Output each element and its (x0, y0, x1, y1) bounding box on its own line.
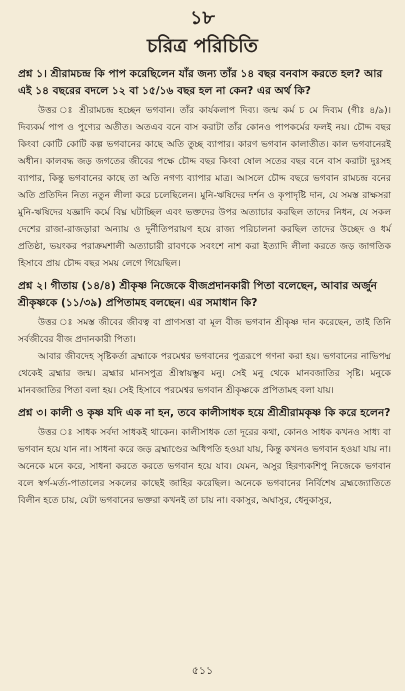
question-1: প্রশ্ন ১। শ্রীরামচন্দ্র কি পাপ করেছিলেন যাঁর জন্য তাঁর ১৪ বছর বনবাস করতে হল? আর এই ১৪ বছরের বদলে ১২ বা ১৫/১৬ বছর হল না কেন? এর অর্থ কি? (18, 68, 383, 97)
page-number: ৫১১ (191, 664, 214, 677)
qa-block-3 (18, 405, 391, 510)
answer-2-para-2: আবার জীবদেহ সৃষ্টিকর্তা ব্রহ্মাকে পরমেশ্বর ভগবানের পুত্ররূপে গণনা করা হয়। ভগবানের নাভিপদ্ম থেকেই ব্রহ্মার জন্ম। ব্রহ্মার মানসপুত্র শ্রীস্বায়ম্ভুব মনু। সেই মনু থেকে মানবজাতির সৃষ্টি। মনুকে মানবজাতির পিতা বলা হয়। সেই হিসাবে পরমেশ্বর ভগবান শ্রীকৃষ্ণকে প্রপিতামহ বলা যায়। (18, 352, 391, 396)
answer-2-para-1: উত্তর ঃ সমস্ত জীবের জীবত্ব বা প্রাণসত্তা বা মূল বীজ ভগবান শ্রীকৃষ্ণ দান করেছেন, তাই তিনি সর্বজীবের বীজ প্রদানকারী পিতা। (18, 318, 391, 345)
answer-1: উত্তর ঃ শ্রীরামচন্দ্র হচ্ছেন ভগবান। তাঁর কার্যকলাপ দিব্য। জন্ম কর্ম চ মে দিব্যম (গীঃ ৪/৯)। দিব্যকর্ম পাপ ও পুণ্যের অতীত। অতএব বনে বাস করাটা তাঁর কোনও পাপকর্মের ফলই নয়। চৌদ্দ বছর কিংবা কোটি কোটি কল্প ভগবানের কাছে অতি তুচ্ছ ব্যাপার। কারণ ভগবান কালাতীত। কাল ভগবানেরই অধীন। কালবদ্ধ জড় জগতের জীবের পক্ষে চৌদ্দ বছর কিংবা ষোল সতের বছর বনে বাস করাটা দুঃসহ ব্যাপার, কিন্তু ভগবানের কাছে তা অতি নগণ্য ব্যাপার মাত্র। আসলে চৌদ্দ বছরে ভগবান রামচন্দ্র বনের অতি প্রতিদিন নিত্য নতুন লীলা করে চলেছিলেন। মুনি-ঋষিদের দর্শন ও কৃপাদৃষ্টি দান, যে সমস্ত রাক্ষসরা মুনি-ঋষিদের যজ্ঞাদি কর্মে বিঘ্ন ঘটাচ্ছিল এবং ভক্তদের উপর অত্যাচার করছিল তাদের নিধন, যে সকল দেশের রাজা-রাজড়ারা অন্যায় ও দুর্নীতিপরায়ণ হয়ে রাজ্য পরিচালনা করছিল তাদের উচ্ছেদ ও ধর্ম প্রতিষ্ঠা, ভয়ংকর পরাক্রমশালী অত্যাচারী রাবণকে সবংশে নাশ করা ইত্যাদি লীলা করতে জড় জাগতিক হিসাবে প্রায় চৌদ্দ বছর সময় লেগে গিয়েছিল। (18, 106, 391, 269)
question-3: প্রশ্ন ৩। কালী ও কৃষ্ণ যদি এক না হন, তবে কালীসাধক হয়ে শ্রীশ্রীরামকৃষ্ণ কি করে হলেন? (18, 407, 391, 419)
answer-3: উত্তর ঃ সাধক সর্বদা সাধকই থাকেন। কালীসাধক তো দূরের কথা, কোনও সাধক কখনও সাধ্য বা ভগবান হয়ে যান না। সাধনা করে জড় ব্রহ্মাণ্ডের অধিপতি হওয়া যায়, কিন্তু কখনও ভগবান হওয়া যায় না। অনেকে মনে করে, সাধনা করতে করতে ভগবান হয়ে যাব। যেমন, অসুর হিরণ্যকশিপু নিজেকে ভগবান বলে স্বর্গ-মর্ত্য-পাতালের সকলের কাছেই জাহির করেছিল। অনেকে ভগবানের নির্বিশেষ ব্রহ্মজ্যোতিতে বিলীন হতে চায়, যেটা ভগবানের ভক্তরা কখনই তা চায় না। বকাসুর, অঘাসুর, ধেনুকাসুর, (18, 428, 391, 506)
question-2: প্রশ্ন ২। গীতায় (১৪/৪) শ্রীকৃষ্ণ নিজেকে বীজপ্রদানকারী পিতা বলেছেন, আবার অর্জুন শ্রীকৃষ্ণকে (১১/৩৯) প্রপিতামহ বলছেন। এর সমাধান কি? (18, 280, 377, 309)
chapter-number: ১৮ (190, 7, 215, 29)
chapter-title: চরিত্র পরিচিতি (147, 35, 258, 57)
qa-block-2 (18, 278, 391, 400)
qa-block-1 (18, 66, 391, 273)
qa-section (18, 66, 391, 515)
